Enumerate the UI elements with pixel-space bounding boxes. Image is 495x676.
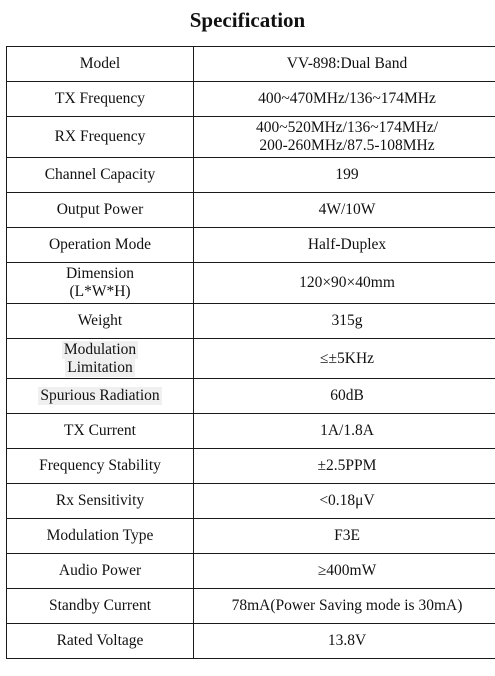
param-modulation-limitation-line1: Modulation bbox=[63, 340, 137, 358]
value-channel-capacity: 199 bbox=[194, 158, 495, 193]
value-dimension: 120×90×40mm bbox=[194, 263, 495, 304]
value-rx-frequency bbox=[194, 117, 495, 158]
param-spurious-radiation-label: Spurious Radiation bbox=[40, 387, 160, 404]
table-row bbox=[7, 304, 495, 339]
param-modulation-limitation-line2: Limitation bbox=[67, 358, 133, 376]
param-dimension-line2: (L*W*H) bbox=[69, 283, 131, 300]
value-modulation-limitation: ≤±5KHz bbox=[194, 339, 495, 379]
param-modulation-type: Modulation Type bbox=[7, 519, 194, 554]
value-spurious-radiation: 60dB bbox=[194, 379, 495, 414]
table-row bbox=[7, 117, 495, 158]
param-modulation-limitation bbox=[7, 339, 194, 379]
table-row bbox=[7, 589, 495, 624]
param-rated-voltage: Rated Voltage bbox=[7, 624, 194, 659]
param-tx-frequency: TX Frequency bbox=[7, 82, 194, 117]
param-frequency-stability: Frequency Stability bbox=[7, 449, 194, 484]
value-tx-current: 1A/1.8A bbox=[194, 414, 495, 449]
table-row bbox=[7, 484, 495, 519]
param-output-power: Output Power bbox=[7, 193, 194, 228]
table-row bbox=[7, 554, 495, 589]
param-weight: Weight bbox=[7, 304, 194, 339]
value-modulation-type: F3E bbox=[194, 519, 495, 554]
table-row bbox=[7, 379, 495, 414]
table-row bbox=[7, 158, 495, 193]
param-channel-capacity: Channel Capacity bbox=[7, 158, 194, 193]
value-model: VV-898:Dual Band bbox=[194, 47, 495, 82]
table-row bbox=[7, 624, 495, 659]
value-rx-sensitivity: <0.18μV bbox=[194, 484, 495, 519]
param-spurious-radiation bbox=[7, 379, 194, 414]
value-output-power: 4W/10W bbox=[194, 193, 495, 228]
table-row bbox=[7, 263, 495, 304]
param-dimension bbox=[7, 263, 194, 304]
table-row bbox=[7, 47, 495, 82]
param-rx-frequency: RX Frequency bbox=[7, 117, 194, 158]
param-tx-current: TX Current bbox=[7, 414, 194, 449]
value-tx-frequency: 400~470MHz/136~174MHz bbox=[194, 82, 495, 117]
specification-table bbox=[6, 46, 495, 659]
param-model: Model bbox=[7, 47, 194, 82]
param-dimension-line1: Dimension bbox=[65, 265, 135, 282]
value-rx-frequency-line1: 400~520MHz/136~174MHz/ bbox=[255, 119, 439, 136]
value-rated-voltage: 13.8V bbox=[194, 624, 495, 659]
value-audio-power: ≥400mW bbox=[194, 554, 495, 589]
param-operation-mode: Operation Mode bbox=[7, 228, 194, 263]
table-row bbox=[7, 82, 495, 117]
param-audio-power: Audio Power bbox=[7, 554, 194, 589]
value-frequency-stability: ±2.5PPM bbox=[194, 449, 495, 484]
table-row bbox=[7, 193, 495, 228]
page-title: Specification bbox=[189, 8, 306, 32]
param-standby-current: Standby Current bbox=[7, 589, 194, 624]
table-row bbox=[7, 449, 495, 484]
table-row bbox=[7, 339, 495, 379]
param-rx-sensitivity: Rx Sensitivity bbox=[7, 484, 194, 519]
value-standby-current: 78mA(Power Saving mode is 30mA) bbox=[194, 589, 495, 624]
table-row bbox=[7, 519, 495, 554]
value-operation-mode: Half-Duplex bbox=[194, 228, 495, 263]
value-rx-frequency-line2: 200-260MHz/87.5-108MHz bbox=[259, 137, 435, 154]
table-row bbox=[7, 414, 495, 449]
table-row bbox=[7, 228, 495, 263]
value-weight: 315g bbox=[194, 304, 495, 339]
